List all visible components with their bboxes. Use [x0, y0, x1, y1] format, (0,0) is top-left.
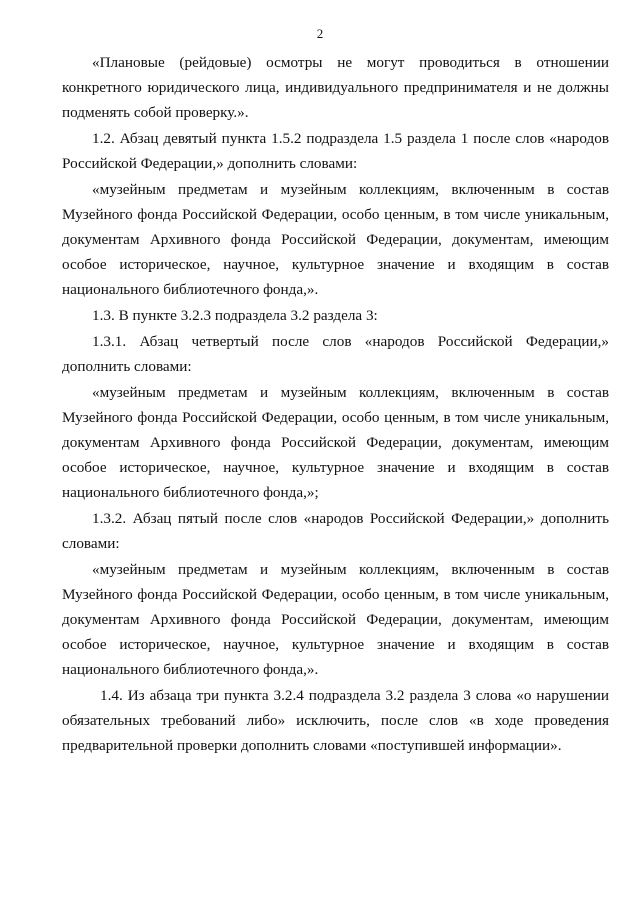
- paragraph-insertion-text-3: «музейным предметам и музейным коллекциям, включенным в состав Музейного фонда Российской Федерации, особо ценным, в том числе уникальным, документам Архивного фонда Российской Федерации, документам, имеющим особое историческое, научное, культурное значение и входящим в состав национального библиотечного фонда,».: [62, 561, 609, 678]
- document-body: [62, 50, 609, 758]
- paragraph-insertion-text-1: «музейным предметам и музейным коллекциям, включенным в состав Музейного фонда Российской Федерации, особо ценным, в том числе уникальным, документам Архивного фонда Российской Федерации, документам, имеющим особое историческое, научное, культурное значение и входящим в состав национального библиотечного фонда,».: [62, 181, 609, 298]
- paragraph-item-1-3-2: 1.3.2. Абзац пятый после слов «народов Российской Федерации,» дополнить словами:: [62, 510, 609, 552]
- paragraph-item-1-2: 1.2. Абзац девятый пункта 1.5.2 подраздела 1.5 раздела 1 после слов «народов Российской Федерации,» дополнить словами:: [62, 130, 609, 172]
- paragraph-item-1-4: 1.4. Из абзаца три пункта 3.2.4 подраздела 3.2 раздела 3 слова «о нарушении обязательных требований либо» исключить, после слов «в ходе проведения предварительной проверки дополнить словами «поступившей информации».: [62, 687, 609, 754]
- paragraph-item-1-3: 1.3. В пункте 3.2.3 подраздела 3.2 раздела 3:: [92, 307, 378, 324]
- paragraph-inspection-note: «Плановые (рейдовые) осмотры не могут проводиться в отношении конкретного юридического лица, индивидуального предпринимателя и не должны подменять собой проверку.».: [62, 54, 609, 121]
- paragraph-insertion-text-2: «музейным предметам и музейным коллекциям, включенным в состав Музейного фонда Российской Федерации, особо ценным, в том числе уникальным, документам Архивного фонда Российской Федерации, документам, имеющим особое историческое, научное, культурное значение и входящим в состав национального библиотечного фонда,»;: [62, 384, 609, 501]
- paragraph-item-1-3-1: 1.3.1. Абзац четвертый после слов «народов Российской Федерации,» дополнить словами:: [62, 333, 609, 375]
- page-number: 2: [316, 26, 324, 41]
